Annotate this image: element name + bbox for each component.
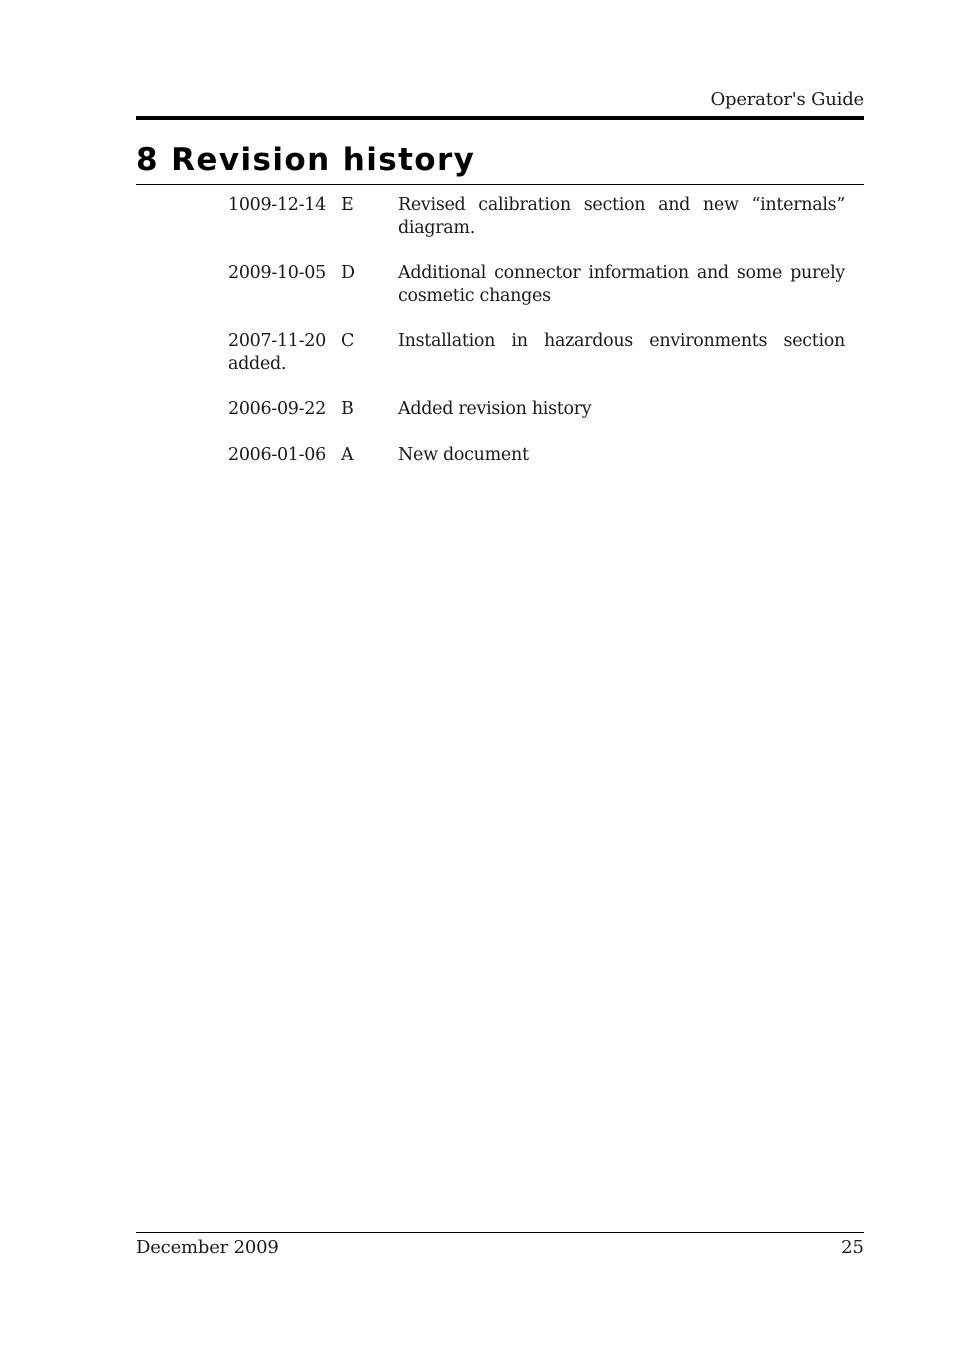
revision-description: Installation in hazardous environments section xyxy=(398,331,845,351)
revision-date: 2009-10-05 xyxy=(228,263,326,283)
revision-date: 2006-09-22 xyxy=(228,399,326,419)
header-rule xyxy=(136,116,864,120)
revision-letter: B xyxy=(341,399,354,419)
running-header: Operator's Guide xyxy=(710,89,864,110)
revision-letter: C xyxy=(341,331,355,351)
revision-description: Added revision history xyxy=(398,399,592,419)
title-rule xyxy=(136,184,864,185)
revision-letter: D xyxy=(341,263,355,283)
revision-date: 2006-01-06 xyxy=(228,445,326,465)
page-number: 25 xyxy=(841,1237,864,1258)
revision-letter: A xyxy=(341,445,354,465)
revision-description: New document xyxy=(398,445,529,465)
revision-date: 2007-11-20 xyxy=(228,331,326,351)
revision-date: 1009-12-14 xyxy=(228,195,326,215)
page-title: 8 Revision history xyxy=(136,142,476,178)
revision-description-continuation: added. xyxy=(228,354,287,374)
footer-rule xyxy=(136,1232,864,1233)
revision-letter: E xyxy=(341,195,354,215)
footer-date: December 2009 xyxy=(136,1237,279,1258)
revision-description: Revised calibration section and new “internals” diagram. xyxy=(398,195,845,238)
revision-description: Additional connector information and some purely cosmetic changes xyxy=(398,263,845,306)
